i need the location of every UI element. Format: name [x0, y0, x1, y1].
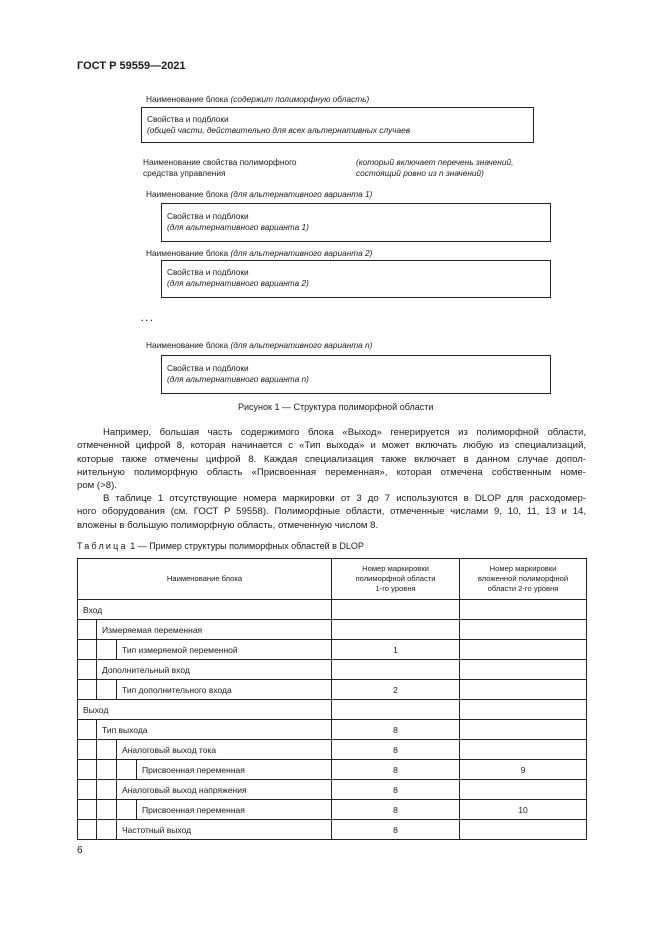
paragraph-2-line: В таблице 1 отсутствующие номера маркировки от 3 до 7 используются в DLOP для расходомер- — [103, 493, 586, 504]
header-level1-line: 1-го уровня — [375, 584, 416, 593]
indent-cell — [78, 660, 97, 680]
paragraph-1-line: Например, большая часть содержимого блока «Выход» генерируется из полиморфной области, — [103, 427, 586, 438]
table-header-row — [78, 559, 587, 600]
variant-n-box-note: (для альтернативного варианта n) — [167, 374, 309, 384]
variant-2-label — [146, 248, 372, 259]
table-row — [78, 720, 587, 740]
row-label: Дополнительный вход — [97, 660, 332, 680]
table-row — [78, 780, 587, 800]
indent-cell — [78, 760, 97, 780]
indent-cell — [78, 640, 97, 660]
variant-1-box — [161, 203, 551, 242]
row-label: Выход — [78, 700, 332, 720]
header-level2-line: Номер маркировки — [489, 564, 557, 573]
paragraph-1 — [77, 426, 586, 492]
variant-2-box-title: Свойства и подблоки — [167, 267, 249, 277]
paragraph-1-line: ром (>8). — [77, 480, 117, 492]
level2-number — [460, 660, 587, 680]
indent-cell — [78, 620, 97, 640]
level1-number — [332, 620, 460, 640]
variant-n-label — [146, 340, 372, 351]
document-header: ГОСТ Р 59559—2021 — [77, 60, 186, 72]
indent-cell — [97, 800, 117, 820]
level1-number — [332, 700, 460, 720]
header-level1-line: Номер маркировки — [362, 564, 429, 573]
indent-cell — [97, 680, 117, 700]
figure-caption: Рисунок 1 — Структура полиморфной области — [238, 402, 434, 412]
variant-1-name: Наименование блока — [146, 189, 229, 199]
level1-number: 8 — [332, 800, 460, 820]
level2-number — [460, 620, 587, 640]
paragraph-2-line: вложены в большую полиморфную область, отмеченную числом 8. — [77, 519, 379, 531]
paragraph-2 — [77, 492, 586, 532]
header-block-name: Наименование блока — [78, 559, 332, 600]
level1-number — [332, 600, 460, 620]
level2-number: 9 — [460, 760, 587, 780]
indent-cell — [117, 800, 137, 820]
structure-table — [77, 558, 587, 840]
paragraph-1-line: которые также отмечены цифрой 8. Каждая специализация также включает в данном случае допол- — [77, 453, 586, 465]
page-number: 6 — [77, 845, 83, 856]
variant-n-box-title: Свойства и подблоки — [167, 363, 249, 373]
variant-n-name: Наименование блока — [146, 340, 229, 350]
level2-number: 10 — [460, 800, 587, 820]
table-row — [78, 760, 587, 780]
figure-property-name — [143, 157, 297, 179]
level1-number: 8 — [332, 720, 460, 740]
header-level2 — [460, 559, 587, 600]
level2-number — [460, 780, 587, 800]
indent-cell — [97, 740, 117, 760]
table-row — [78, 600, 587, 620]
row-label: Тип измеряемой переменной — [117, 640, 332, 660]
variant-n-box — [161, 355, 551, 394]
common-box-note: (общей части, действительно для всех альтернативных случаев — [147, 125, 411, 135]
row-label: Присвоенная переменная — [137, 800, 332, 820]
level1-number — [332, 660, 460, 680]
row-label: Вход — [78, 600, 332, 620]
indent-cell — [78, 820, 97, 840]
row-label: Присвоенная переменная — [137, 760, 332, 780]
variant-1-label — [146, 189, 372, 200]
level1-number: 1 — [332, 640, 460, 660]
level2-number — [460, 820, 587, 840]
variant-1-box-title: Свойства и подблоки — [167, 211, 249, 221]
row-label: Частотный выход — [117, 820, 332, 840]
table-row — [78, 700, 587, 720]
variant-2-name: Наименование блока — [146, 248, 229, 258]
table-caption — [77, 541, 364, 551]
table-row — [78, 800, 587, 820]
indent-cell — [78, 780, 97, 800]
variant-n-note: (для альтернативного варианта n) — [230, 340, 373, 350]
common-box-title: Свойства и подблоки — [147, 114, 229, 124]
paragraph-2-line: ного оборудования (см. ГОСТ Р 59558). Полиморфные области, отмеченные числами 9, 10, 11, 13 и 14, — [77, 506, 586, 518]
level1-number: 8 — [332, 760, 460, 780]
block-note: (содержит полиморфную область) — [230, 94, 370, 104]
table-row — [78, 620, 587, 640]
table-row — [78, 820, 587, 840]
row-label: Измеряемая переменная — [97, 620, 332, 640]
indent-cell — [78, 720, 97, 740]
property-name-line1: Наименование свойства полиморфного — [143, 157, 297, 167]
indent-cell — [78, 800, 97, 820]
level1-number: 8 — [332, 780, 460, 800]
level2-number — [460, 700, 587, 720]
figure-top-block-label — [146, 94, 369, 105]
variant-2-box-note: (для альтернативного варианта 2) — [167, 278, 309, 288]
table-row — [78, 640, 587, 660]
variant-2-box — [161, 260, 551, 298]
variant-1-box-note: (для альтернативного варианта 1) — [167, 222, 309, 232]
table-row — [78, 680, 587, 700]
indent-cell — [97, 820, 117, 840]
header-level1-line: полиморфной области — [355, 574, 436, 583]
row-label: Тип дополнительного входа — [117, 680, 332, 700]
header-level2-line: вложенной полиморфной — [477, 574, 569, 583]
indent-cell — [78, 680, 97, 700]
header-level1 — [332, 559, 460, 600]
level2-number — [460, 640, 587, 660]
row-label: Аналоговый выход напряжения — [117, 780, 332, 800]
level1-number: 8 — [332, 820, 460, 840]
indent-cell — [97, 640, 117, 660]
block-name: Наименование блока — [146, 94, 229, 104]
figure-property-note — [356, 157, 513, 179]
figure-ellipsis: . . . — [141, 313, 153, 323]
paragraph-1-line: нительную полиморфную область «Присвоенная переменная», которая отмечена собственным номе- — [77, 466, 586, 478]
table-caption-prefix: Таблица — [77, 541, 128, 551]
variant-2-note: (для альтернативного варианта 2) — [230, 248, 373, 258]
level1-number: 2 — [332, 680, 460, 700]
level2-number — [460, 600, 587, 620]
variant-1-note: (для альтернативного варианта 1) — [230, 189, 373, 199]
level2-number — [460, 740, 587, 760]
level2-number — [460, 680, 587, 700]
indent-cell — [117, 760, 137, 780]
indent-cell — [97, 760, 117, 780]
level2-number — [460, 720, 587, 740]
property-note-line1: (который включает перечень значений, — [356, 157, 514, 167]
level1-number: 8 — [332, 740, 460, 760]
table-row — [78, 660, 587, 680]
table-row — [78, 740, 587, 760]
row-label: Тип выхода — [97, 720, 332, 740]
indent-cell — [97, 780, 117, 800]
row-label: Аналоговый выход тока — [117, 740, 332, 760]
property-note-line2: состоящий ровно из n значений) — [356, 168, 484, 178]
indent-cell — [78, 740, 97, 760]
property-name-line2: средства управления — [143, 168, 226, 178]
paragraph-1-line: отмеченной цифрой 8, которая начинается с «Тип выхода» и может включать любую из специализаций, — [77, 440, 586, 452]
header-level2-line: области 2-го уровня — [487, 584, 559, 593]
figure-common-box — [141, 107, 534, 143]
table-caption-text: 1 — Пример структуры полиморфных областей в DLOP — [127, 541, 364, 551]
